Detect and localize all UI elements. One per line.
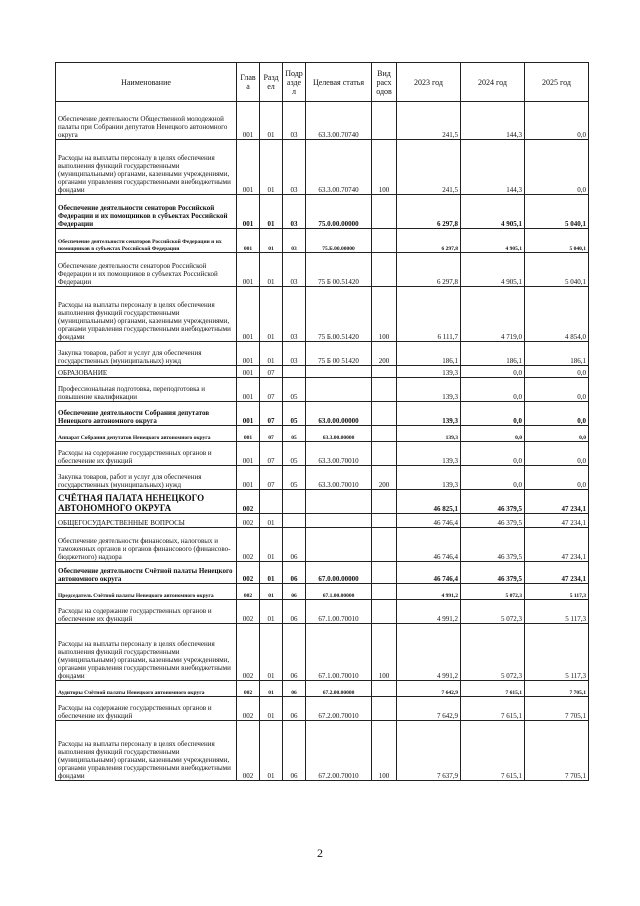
header-podrazdel: Подр азде л — [283, 63, 306, 102]
cell-2023: 46 746,4 — [397, 514, 461, 528]
cell-2024: 0,0 — [461, 442, 525, 466]
cell-target-article: 75 Б.00.51420 — [306, 287, 372, 342]
table-row — [56, 584, 589, 600]
cell-2024: 144,3 — [461, 140, 525, 195]
cell-2025: 5 117,3 — [525, 600, 589, 624]
cell-expense-type — [372, 229, 397, 253]
cell-2024: 186,1 — [461, 342, 525, 366]
cell-2025: 5 040,1 — [525, 253, 589, 287]
cell-2025: 5 117,3 — [525, 624, 589, 681]
cell-2023: 46 746,4 — [397, 562, 461, 584]
cell-2025: 47 234,1 — [525, 490, 589, 514]
cell-name: Обеспечение деятельности сенаторов Российской Федерации и их помощников в субъектах Российской Федерации — [56, 195, 237, 229]
cell-2025: 0,0 — [525, 466, 589, 490]
cell-expense-type — [372, 600, 397, 624]
cell-name: Обеспечение деятельности Общественной молодежной палаты при Собрании депутатов Ненецкого автономного округа — [56, 102, 237, 140]
cell-target-article — [306, 490, 372, 514]
table-row — [56, 426, 589, 442]
cell-2023: 46 746,4 — [397, 528, 461, 562]
table-row — [56, 366, 589, 378]
cell-2023: 6 297,8 — [397, 229, 461, 253]
cell-razdel: 07 — [260, 426, 283, 442]
cell-podrazdel: 05 — [283, 466, 306, 490]
header-2025: 2025 год — [525, 63, 589, 102]
table-row — [56, 681, 589, 697]
cell-glava: 002 — [237, 624, 260, 681]
cell-expense-type — [372, 442, 397, 466]
cell-name: ОБЩЕГОСУДАРСТВЕННЫЕ ВОПРОСЫ — [56, 514, 237, 528]
cell-target-article: 75 Б 00 51420 — [306, 342, 372, 366]
cell-2024: 5 072,3 — [461, 624, 525, 681]
table-row — [56, 624, 589, 681]
cell-podrazdel: 03 — [283, 229, 306, 253]
cell-2024: 46 379,5 — [461, 490, 525, 514]
cell-2023: 139,3 — [397, 366, 461, 378]
cell-razdel: 01 — [260, 721, 283, 781]
cell-glava: 001 — [237, 426, 260, 442]
table-row — [56, 528, 589, 562]
cell-2023: 7 642,9 — [397, 681, 461, 697]
cell-2024: 4 905,1 — [461, 195, 525, 229]
table-row — [56, 562, 589, 584]
cell-glava: 002 — [237, 584, 260, 600]
cell-expense-type: 100 — [372, 624, 397, 681]
cell-name: Обеспечение деятельности финансовых, налоговых и таможенных органов и органов финансового (финансово-бюджетного) надзора — [56, 528, 237, 562]
cell-expense-type: 200 — [372, 466, 397, 490]
cell-expense-type — [372, 402, 397, 426]
cell-razdel — [260, 490, 283, 514]
cell-2023: 6 111,7 — [397, 287, 461, 342]
table-row — [56, 140, 589, 195]
cell-glava: 002 — [237, 490, 260, 514]
cell-2024: 5 072,3 — [461, 584, 525, 600]
table-row — [56, 490, 589, 514]
cell-2023: 139,3 — [397, 378, 461, 402]
header-2024: 2024 год — [461, 63, 525, 102]
header-glava: Глав а — [237, 63, 260, 102]
cell-2024: 7 615,1 — [461, 681, 525, 697]
cell-2024: 0,0 — [461, 466, 525, 490]
cell-2024: 7 615,1 — [461, 697, 525, 721]
cell-glava: 002 — [237, 721, 260, 781]
table-row — [56, 378, 589, 402]
header-razdel: Разд ел — [260, 63, 283, 102]
cell-glava: 001 — [237, 102, 260, 140]
cell-razdel: 01 — [260, 253, 283, 287]
cell-podrazdel: 06 — [283, 697, 306, 721]
cell-2024: 4 905,1 — [461, 229, 525, 253]
cell-2025: 0,0 — [525, 402, 589, 426]
cell-2024: 46 379,5 — [461, 528, 525, 562]
cell-razdel: 07 — [260, 466, 283, 490]
cell-glava: 001 — [237, 287, 260, 342]
cell-expense-type — [372, 490, 397, 514]
cell-glava: 001 — [237, 466, 260, 490]
cell-expense-type — [372, 697, 397, 721]
cell-podrazdel: 05 — [283, 426, 306, 442]
cell-name: Закупка товаров, работ и услуг для обеспечения государственных (муниципальных) нужд — [56, 342, 237, 366]
cell-name: Расходы на выплаты персоналу в целях обеспечения выполнения функций государственными (муниципальными) органами, казенными учреждениями, органами управления государственными внебюджетными фондами — [56, 624, 237, 681]
cell-target-article: 67.2.00.70010 — [306, 697, 372, 721]
cell-2023: 4 991,2 — [397, 624, 461, 681]
cell-2025: 0,0 — [525, 426, 589, 442]
cell-razdel: 01 — [260, 195, 283, 229]
cell-2023: 7 637,9 — [397, 721, 461, 781]
cell-2024: 46 379,5 — [461, 562, 525, 584]
cell-name: Обеспечение деятельности Собрания депутатов Ненецкого автономного округа — [56, 402, 237, 426]
cell-2023: 139,3 — [397, 402, 461, 426]
table-row — [56, 229, 589, 253]
cell-name: Обеспечение деятельности сенаторов Российской Федерации и их помощников в субъектах Российской Федерации — [56, 229, 237, 253]
cell-razdel: 07 — [260, 366, 283, 378]
cell-expense-type — [372, 426, 397, 442]
cell-podrazdel: 05 — [283, 378, 306, 402]
cell-target-article: 67.1.00.70010 — [306, 600, 372, 624]
cell-glava: 002 — [237, 528, 260, 562]
cell-podrazdel: 03 — [283, 102, 306, 140]
cell-name: Профессиональная подготовка, переподготовка и повышение квалификации — [56, 378, 237, 402]
cell-glava: 001 — [237, 140, 260, 195]
cell-glava: 001 — [237, 366, 260, 378]
cell-podrazdel: 03 — [283, 253, 306, 287]
cell-expense-type: 200 — [372, 342, 397, 366]
cell-2024: 46 379,5 — [461, 514, 525, 528]
cell-name: Аппарат Собрания депутатов Ненецкого автономного округа — [56, 426, 237, 442]
cell-2025: 0,0 — [525, 102, 589, 140]
cell-glava: 002 — [237, 562, 260, 584]
cell-2024: 5 072,3 — [461, 600, 525, 624]
cell-podrazdel: 03 — [283, 342, 306, 366]
cell-2025: 7 705,1 — [525, 681, 589, 697]
header-2023: 2023 год — [397, 63, 461, 102]
cell-2024: 4 905,1 — [461, 253, 525, 287]
cell-expense-type — [372, 366, 397, 378]
cell-podrazdel: 06 — [283, 584, 306, 600]
cell-target-article: 75.Б.00.00000 — [306, 229, 372, 253]
cell-target-article: 63.0.00.00000 — [306, 402, 372, 426]
cell-glava: 001 — [237, 402, 260, 426]
cell-2025: 5 040,1 — [525, 195, 589, 229]
cell-expense-type — [372, 681, 397, 697]
header-expense-type: Вид расх одов — [372, 63, 397, 102]
cell-2025: 4 854,0 — [525, 287, 589, 342]
cell-podrazdel: 06 — [283, 528, 306, 562]
cell-target-article: 67.2.00.70010 — [306, 721, 372, 781]
cell-name: СЧЁТНАЯ ПАЛАТА НЕНЕЦКОГО АВТОНОМНОГО ОКРУГА — [56, 490, 237, 514]
cell-name: Аудиторы Счётной палаты Ненецкого автономного округа — [56, 681, 237, 697]
cell-glava: 001 — [237, 253, 260, 287]
table-row — [56, 402, 589, 426]
cell-name: Обеспечение деятельности Счётной палаты Ненецкого автономного округа — [56, 562, 237, 584]
cell-2023: 6 297,8 — [397, 195, 461, 229]
cell-2023: 139,3 — [397, 466, 461, 490]
cell-2023: 46 825,1 — [397, 490, 461, 514]
cell-2023: 7 642,9 — [397, 697, 461, 721]
cell-target-article: 67.0.00.00000 — [306, 562, 372, 584]
table-row — [56, 600, 589, 624]
cell-podrazdel — [283, 514, 306, 528]
cell-podrazdel: 05 — [283, 402, 306, 426]
cell-2025: 7 705,1 — [525, 697, 589, 721]
cell-name: Расходы на выплаты персоналу в целях обеспечения выполнения функций государственными (муниципальными) органами, казенными учреждениями, органами управления государственными внебюджетными фондами — [56, 721, 237, 781]
cell-podrazdel — [283, 490, 306, 514]
cell-podrazdel: 06 — [283, 624, 306, 681]
cell-2025: 7 705,1 — [525, 721, 589, 781]
cell-2025: 0,0 — [525, 140, 589, 195]
cell-razdel: 01 — [260, 514, 283, 528]
cell-expense-type: 100 — [372, 140, 397, 195]
cell-razdel: 01 — [260, 697, 283, 721]
cell-2023: 6 297,8 — [397, 253, 461, 287]
cell-podrazdel: 05 — [283, 442, 306, 466]
cell-2025: 47 234,1 — [525, 514, 589, 528]
cell-podrazdel: 03 — [283, 195, 306, 229]
cell-glava: 001 — [237, 442, 260, 466]
table-row — [56, 697, 589, 721]
cell-glava: 002 — [237, 697, 260, 721]
header-name: Наименование — [56, 63, 237, 102]
cell-razdel: 01 — [260, 229, 283, 253]
cell-2023: 139,3 — [397, 426, 461, 442]
cell-target-article: 75.0.00.00000 — [306, 195, 372, 229]
cell-razdel: 01 — [260, 102, 283, 140]
cell-razdel: 01 — [260, 562, 283, 584]
cell-2025: 0,0 — [525, 378, 589, 402]
cell-podrazdel: 06 — [283, 600, 306, 624]
cell-2025: 0,0 — [525, 366, 589, 378]
table-row — [56, 466, 589, 490]
table-row — [56, 287, 589, 342]
cell-target-article: 67.1.00.00000 — [306, 584, 372, 600]
page-number: 2 — [317, 846, 323, 860]
cell-razdel: 01 — [260, 342, 283, 366]
cell-2023: 4 991,2 — [397, 584, 461, 600]
cell-razdel: 01 — [260, 140, 283, 195]
cell-name: Расходы на содержание государственных органов и обеспечение их функций — [56, 442, 237, 466]
cell-2025: 47 234,1 — [525, 528, 589, 562]
cell-2023: 4 991,2 — [397, 600, 461, 624]
cell-2023: 186,1 — [397, 342, 461, 366]
table-row — [56, 253, 589, 287]
cell-podrazdel — [283, 366, 306, 378]
cell-2024: 4 719,0 — [461, 287, 525, 342]
cell-2025: 186,1 — [525, 342, 589, 366]
cell-razdel: 01 — [260, 287, 283, 342]
cell-target-article: 63.3.00.70740 — [306, 140, 372, 195]
cell-razdel: 01 — [260, 584, 283, 600]
cell-expense-type — [372, 102, 397, 140]
cell-expense-type — [372, 378, 397, 402]
cell-razdel: 07 — [260, 442, 283, 466]
cell-2023: 139,3 — [397, 442, 461, 466]
cell-2024: 7 615,1 — [461, 721, 525, 781]
cell-glava: 001 — [237, 195, 260, 229]
cell-expense-type — [372, 562, 397, 584]
table-row — [56, 342, 589, 366]
cell-target-article — [306, 378, 372, 402]
table-row — [56, 721, 589, 781]
cell-razdel: 01 — [260, 624, 283, 681]
cell-podrazdel: 03 — [283, 287, 306, 342]
cell-2024: 0,0 — [461, 378, 525, 402]
budget-table-sheet — [55, 62, 588, 781]
cell-glava: 002 — [237, 514, 260, 528]
cell-razdel: 01 — [260, 681, 283, 697]
cell-2024: 0,0 — [461, 402, 525, 426]
cell-razdel: 01 — [260, 528, 283, 562]
cell-target-article — [306, 514, 372, 528]
cell-glava: 002 — [237, 600, 260, 624]
cell-2025: 47 234,1 — [525, 562, 589, 584]
cell-razdel: 07 — [260, 402, 283, 426]
table-body — [56, 102, 589, 781]
cell-target-article: 63.3.00.00000 — [306, 426, 372, 442]
cell-target-article — [306, 528, 372, 562]
cell-2024: 144,3 — [461, 102, 525, 140]
cell-name: Расходы на содержание государственных органов и обеспечение их функций — [56, 697, 237, 721]
cell-target-article: 75 Б 00.51420 — [306, 253, 372, 287]
cell-2023: 241,5 — [397, 140, 461, 195]
cell-2023: 241,5 — [397, 102, 461, 140]
cell-2025: 5 040,1 — [525, 229, 589, 253]
table-row — [56, 102, 589, 140]
cell-2024: 0,0 — [461, 426, 525, 442]
cell-expense-type — [372, 528, 397, 562]
cell-podrazdel: 06 — [283, 681, 306, 697]
cell-expense-type: 100 — [372, 287, 397, 342]
cell-target-article — [306, 366, 372, 378]
cell-expense-type — [372, 253, 397, 287]
cell-expense-type — [372, 195, 397, 229]
cell-name: Расходы на выплаты персоналу в целях обеспечения выполнения функций государственными (муниципальными) органами, казенными учреждениями, органами управления государственными внебюджетными фондами — [56, 140, 237, 195]
cell-expense-type — [372, 584, 397, 600]
header-target-article: Целевая статья — [306, 63, 372, 102]
cell-target-article: 63.3.00.70010 — [306, 466, 372, 490]
cell-name: Расходы на содержание государственных органов и обеспечение их функций — [56, 600, 237, 624]
table-row — [56, 442, 589, 466]
cell-podrazdel: 06 — [283, 721, 306, 781]
cell-2025: 5 117,3 — [525, 584, 589, 600]
cell-name: ОБРАЗОВАНИЕ — [56, 366, 237, 378]
cell-name: Закупка товаров, работ и услуг для обеспечения государственных (муниципальных) нужд — [56, 466, 237, 490]
cell-expense-type: 100 — [372, 721, 397, 781]
cell-razdel: 01 — [260, 600, 283, 624]
cell-2024: 0,0 — [461, 366, 525, 378]
cell-name: Председатель Счётной палаты Ненецкого автономного округа — [56, 584, 237, 600]
cell-podrazdel: 03 — [283, 140, 306, 195]
cell-glava: 001 — [237, 342, 260, 366]
cell-target-article: 67.2.00.00000 — [306, 681, 372, 697]
cell-target-article: 67.1.00.70010 — [306, 624, 372, 681]
cell-target-article: 63.3.00.70010 — [306, 442, 372, 466]
table-row — [56, 195, 589, 229]
cell-glava: 002 — [237, 681, 260, 697]
cell-podrazdel: 06 — [283, 562, 306, 584]
cell-name: Расходы на выплаты персоналу в целях обеспечения выполнения функций государственными (муниципальными) органами, казенными учреждениями, органами управления государственными внебюджетными фондами — [56, 287, 237, 342]
cell-name: Обеспечение деятельности сенаторов Российской Федерации и их помощников в субъектах Российской Федерации — [56, 253, 237, 287]
budget-table — [55, 62, 589, 781]
cell-glava: 001 — [237, 229, 260, 253]
table-row — [56, 514, 589, 528]
cell-razdel: 07 — [260, 378, 283, 402]
cell-glava: 001 — [237, 378, 260, 402]
cell-target-article: 63.3.00.70740 — [306, 102, 372, 140]
header-row — [56, 63, 589, 102]
cell-expense-type — [372, 514, 397, 528]
cell-2025: 0,0 — [525, 442, 589, 466]
